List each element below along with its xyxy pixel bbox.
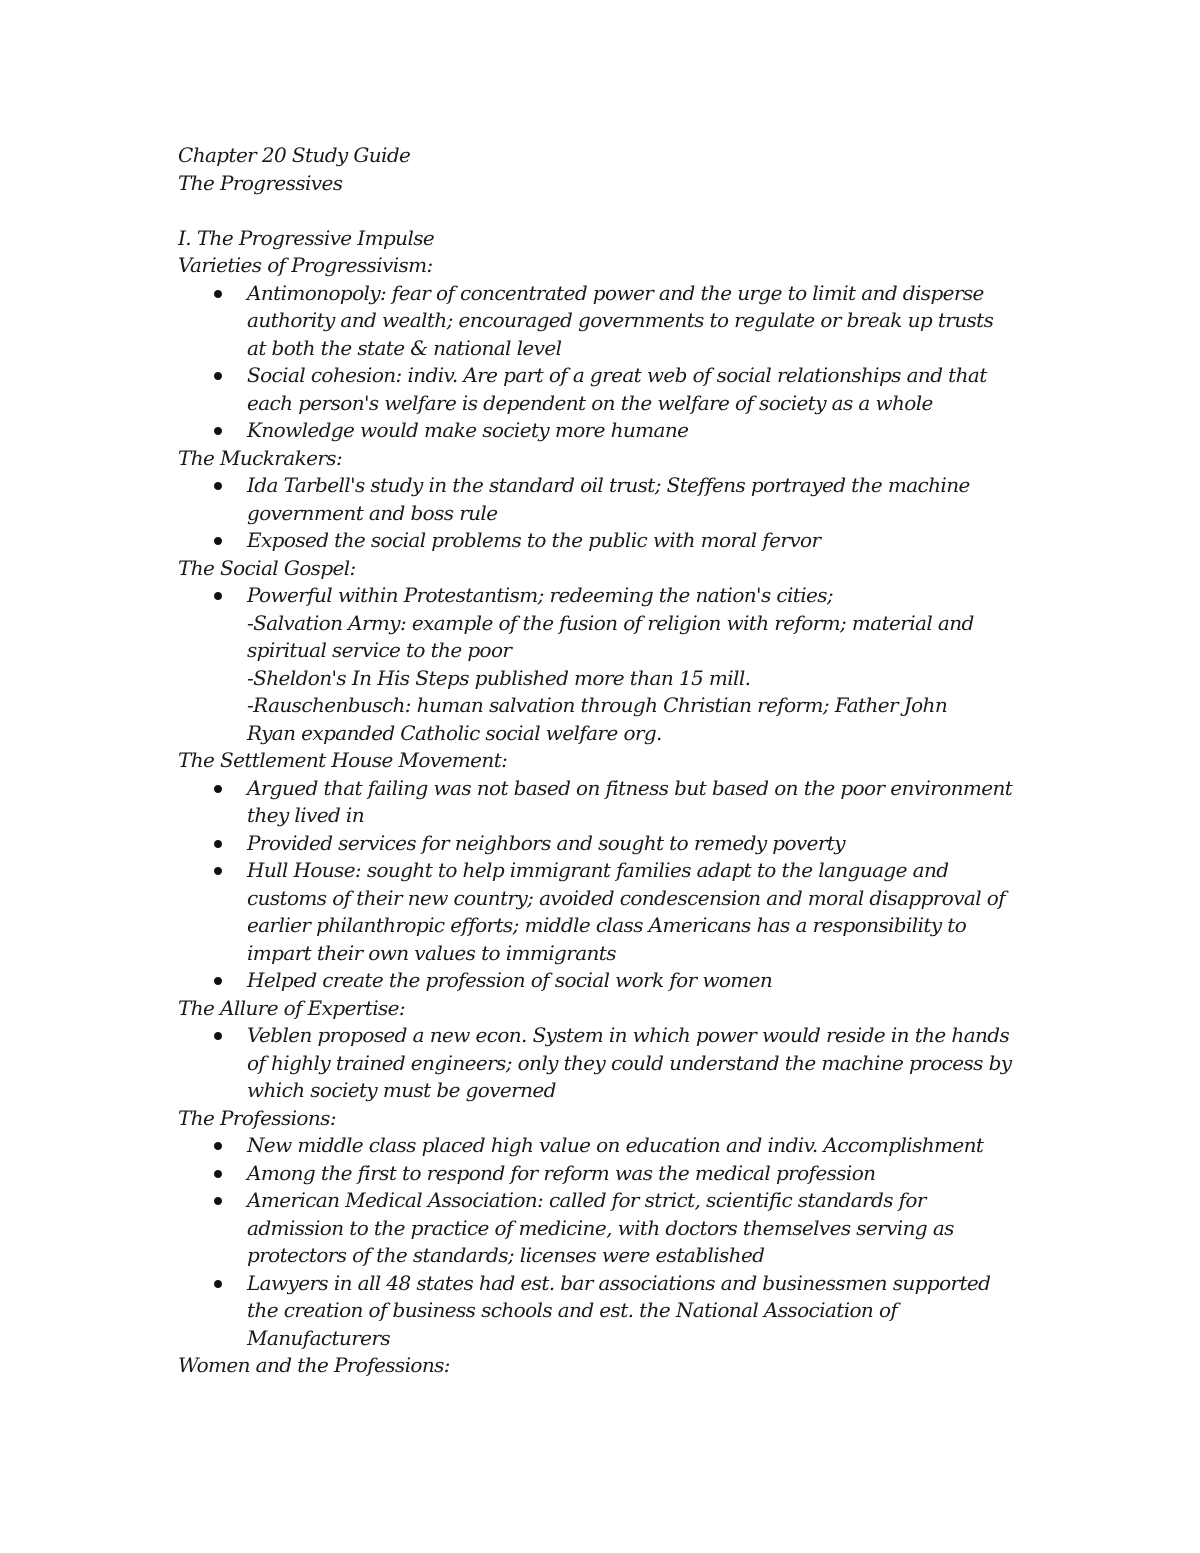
bullet-item xyxy=(178,1160,1038,1188)
bullet-text-line: Veblen proposed a new econ. System in which power would reside in the hands xyxy=(247,1023,1010,1047)
bullet-dot-icon xyxy=(214,977,222,985)
bullet-text-line: Provided services for neighbors and sought to remedy poverty xyxy=(247,830,845,855)
spacer xyxy=(178,197,1038,225)
bullet-item xyxy=(178,1270,1038,1353)
bullet-text-line: customs of their new country; avoided condescension and moral disapproval of xyxy=(247,885,1006,910)
document-subtitle: The Progressives xyxy=(178,170,343,195)
topic-block xyxy=(178,747,1038,995)
bullet-text-line: they lived in xyxy=(247,803,364,827)
topic-block xyxy=(178,995,1038,1105)
bullet-text-line: at both the state & national level xyxy=(247,335,562,360)
bullet-dot-icon xyxy=(214,840,222,848)
bullet-text-line: Manufacturers xyxy=(247,1325,391,1350)
document-title: Chapter 20 Study Guide xyxy=(178,143,411,167)
bullet-list xyxy=(178,775,1038,995)
bullet-item xyxy=(178,1022,1038,1105)
bullet-text-line: Among the first to respond for reform was the medical profession xyxy=(247,1160,876,1185)
topic-heading: Varieties of Progressivism: xyxy=(178,253,433,277)
bullet-text-line: American Medical Association: called for strict, scientific standards for xyxy=(247,1188,926,1212)
bullet-text-line: -Sheldon's In His Steps published more than 15 mill. xyxy=(247,665,751,690)
section-heading: I. The Progressive Impulse xyxy=(178,225,435,250)
bullet-text-line: Ryan expanded Catholic social welfare org. xyxy=(247,720,662,745)
bullet-list xyxy=(178,1132,1038,1352)
bullet-dot-icon xyxy=(214,592,222,600)
bullet-dot-icon xyxy=(214,372,222,380)
topic-heading: The Allure of Expertise: xyxy=(178,995,406,1020)
document-page xyxy=(178,142,1038,1380)
bullet-dot-icon xyxy=(214,1142,222,1150)
topic-heading: Women and the Professions: xyxy=(178,1353,450,1377)
bullet-item xyxy=(178,967,1038,995)
bullet-text-line: authority and wealth; encouraged governments to regulate or break up trusts xyxy=(247,308,994,332)
topic-heading: The Professions: xyxy=(178,1105,336,1130)
bullet-item xyxy=(178,527,1038,555)
bullet-text-line: Powerful within Protestantism; redeeming the nation's cities; xyxy=(247,583,834,607)
bullet-item xyxy=(178,582,1038,747)
bullet-dot-icon xyxy=(214,290,222,298)
bullet-text-line: protectors of the standards; licenses were established xyxy=(247,1243,765,1267)
bullet-text-line: the creation of business schools and est. the National Association of xyxy=(247,1298,898,1322)
bullet-dot-icon xyxy=(214,537,222,545)
topic-block xyxy=(178,445,1038,555)
bullet-dot-icon xyxy=(214,1032,222,1040)
bullet-text-line: of highly trained engineers; only they could understand the machine process by xyxy=(247,1050,1012,1075)
bullet-text-line: Hull House: sought to help immigrant families adapt to the language and xyxy=(247,858,949,882)
bullet-list xyxy=(178,280,1038,445)
topic-block xyxy=(178,252,1038,445)
bullet-item xyxy=(178,857,1038,967)
bullet-text-line: Argued that failing was not based on fitness but based on the poor environment xyxy=(247,775,1013,800)
topic-block xyxy=(178,1105,1038,1353)
bullet-item xyxy=(178,1187,1038,1270)
bullet-item xyxy=(178,830,1038,858)
bullet-text-line: Knowledge would make society more humane xyxy=(247,418,689,442)
bullet-text-line: admission to the practice of medicine, with doctors themselves serving as xyxy=(247,1215,954,1240)
bullet-text-line: earlier philanthropic efforts; middle class Americans has a responsibility to xyxy=(247,913,967,937)
bullet-text-line: impart their own values to immigrants xyxy=(247,940,616,965)
bullet-text-line: -Salvation Army: example of the fusion of religion with reform; material and xyxy=(247,610,974,635)
topic-heading: The Muckrakers: xyxy=(178,445,343,470)
bullet-text-line: each person's welfare is dependent on the welfare of society as a whole xyxy=(247,390,933,415)
bullet-item xyxy=(178,1132,1038,1160)
bullet-list xyxy=(178,1022,1038,1105)
bullet-text-line: spiritual service to the poor xyxy=(247,638,512,662)
bullet-dot-icon xyxy=(214,482,222,490)
bullet-list xyxy=(178,582,1038,747)
bullet-text-line: which society must be governed xyxy=(247,1078,556,1102)
bullet-text-line: Lawyers in all 48 states had est. bar associations and businessmen supported xyxy=(247,1270,991,1295)
bullet-item xyxy=(178,775,1038,830)
bullet-dot-icon xyxy=(214,785,222,793)
bullet-text-line: government and boss rule xyxy=(247,500,498,525)
topic-heading: The Settlement House Movement: xyxy=(178,748,508,772)
topic-block xyxy=(178,555,1038,748)
topics-container xyxy=(178,252,1038,1380)
bullet-dot-icon xyxy=(214,427,222,435)
bullet-item xyxy=(178,472,1038,527)
bullet-text-line: -Rauschenbusch: human salvation through Christian reform; Father John xyxy=(247,693,948,717)
bullet-text-line: Antimonopoly: fear of concentrated power and the urge to limit and disperse xyxy=(247,280,984,305)
bullet-text-line: Helped create the profession of social work for women xyxy=(247,968,773,992)
bullet-text-line: Exposed the social problems to the public with moral fervor xyxy=(247,528,821,552)
bullet-item xyxy=(178,417,1038,445)
bullet-dot-icon xyxy=(214,1170,222,1178)
bullet-text-line: Ida Tarbell's study in the standard oil trust; Steffens portrayed the machine xyxy=(247,473,970,497)
bullet-item xyxy=(178,280,1038,363)
bullet-text-line: New middle class placed high value on education and indiv. Accomplishment xyxy=(247,1133,984,1157)
bullet-dot-icon xyxy=(214,867,222,875)
bullet-dot-icon xyxy=(214,1280,222,1288)
topic-heading: The Social Gospel: xyxy=(178,555,356,580)
bullet-list xyxy=(178,472,1038,555)
bullet-item xyxy=(178,362,1038,417)
bullet-text-line: Social cohesion: indiv. Are part of a great web of social relationships and that xyxy=(247,363,987,387)
bullet-dot-icon xyxy=(214,1197,222,1205)
topic-block xyxy=(178,1352,1038,1380)
